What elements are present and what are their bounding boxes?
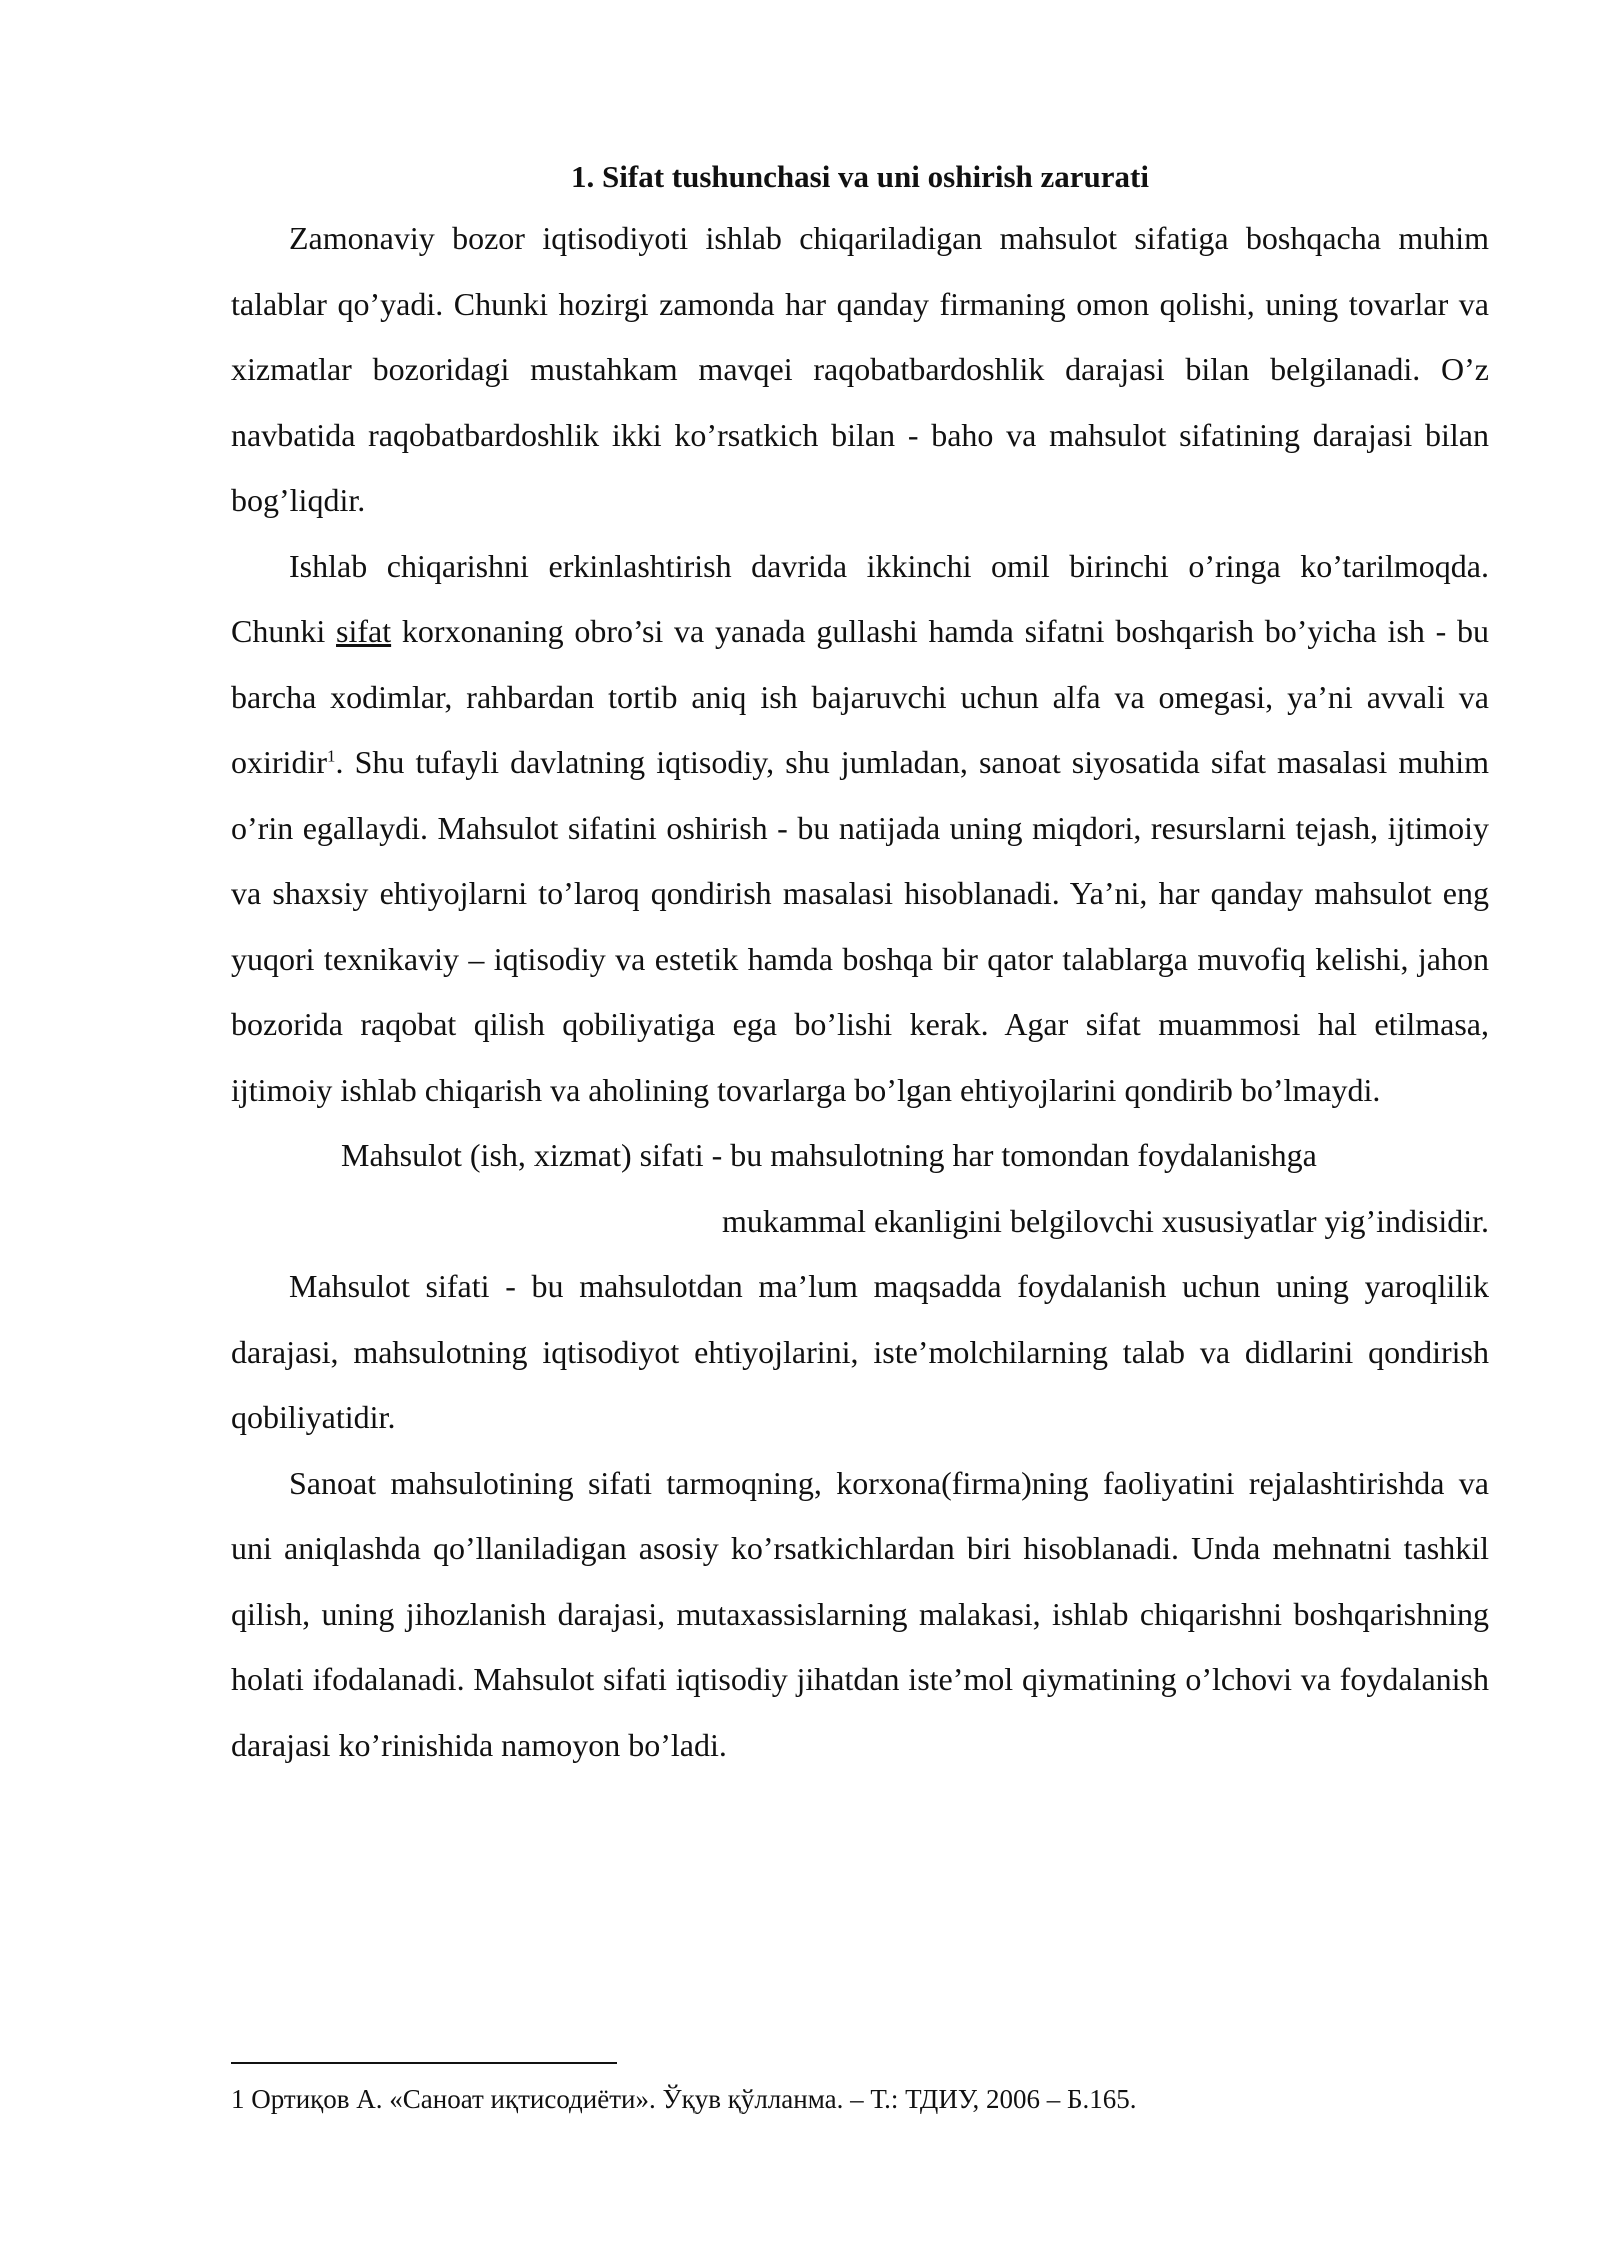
document-page [231, 150, 1489, 1778]
underlined-term: sifat [336, 613, 392, 649]
footnote-text: 1 Ортиқов А. «Саноат иқтисодиёти». Ўқув қўлланма. – Т.: ТДИУ, 2006 – Б.165. [231, 2084, 1137, 2114]
footnote-reference: 1 [326, 746, 336, 766]
section-heading: 1. Sifat tushunchasi va uni oshirish zarurati [571, 159, 1149, 194]
paragraph-3: Mahsulot sifati - bu mahsulotdan ma’lum maqsadda foydalanish uchun uning yaroqlilik darajasi, mahsulotning iqtisodiyot ehtiyojlarini, iste’molchilarning talab va didlarini qondirish qobiliyatidir. [231, 1268, 1489, 1435]
paragraph-2-text-c: . Shu tufayli davlatning iqtisodiy, shu jumladan, sanoat siyosatida sifat masalasi muhim o’rin egallaydi. Mahsulot sifatini oshirish - bu natijada uning miqdori, resurslarni tejash, ijtimoiy va shaxsiy ehtiyojlarni to’laroq qondirish masalasi hisoblanadi. Ya’ni, har qanday mahsulot eng yuqori texnikaviy – iqtisodiy va estetik hamda boshqa bir qator talablarga muvofiq kelishi, jahon bozorida raqobat qilish qobiliyatiga ega bo’lishi kerak. Agar sifat muammosi hal etilmasa, ijtimoiy ishlab chiqarish va aholining tovarlarga bo’lgan ehtiyojlarini qondirib bo’lmaydi. [231, 744, 1489, 1108]
paragraph-2-text-b: korxonaning obro’si va yanada gullashi hamda sifatni boshqarish bo’yicha ish - bu barcha xodimlar, rahbardan tortib aniq ish bajaruvchi uchun alfa va omegasi, ya’ni avvali va oxiridir [231, 613, 1490, 780]
definition-line-1: Mahsulot (ish, xizmat) sifati - bu mahsulotning har tomondan foydalanishga [341, 1137, 1317, 1173]
definition-block [231, 1123, 1489, 1254]
paragraph-2 [231, 534, 1489, 1124]
paragraph-1: Zamonaviy bozor iqtisodiyoti ishlab chiqariladigan mahsulot sifatiga boshqacha muhim talablar qo’yadi. Chunki hozirgi zamonda har qanday firmaning omon qolishi, uning tovarlar va xizmatlar bozoridagi mustahkam mavqei raqobatbardoshlik darajasi bilan belgilanadi. O’z navbatida raqobatbardoshlik ikki ko’rsatkich bilan - baho va mahsulot sifatining darajasi bilan bog’liqdir. [231, 220, 1489, 518]
definition-line-2: mukammal ekanligini belgilovchi xususiyatlar yig’indisidir. [722, 1202, 1489, 1239]
paragraph-4: Sanoat mahsulotining sifati tarmoqning, korxona(firma)ning faoliyatini rejalashtirishda va uni aniqlashda qo’llaniladigan asosiy ko’rsatkichlardan biri hisoblanadi. Unda mehnatni tashkil qilish, uning jihozlanish darajasi, mutaxassislarning malakasi, ishlab chiqarishni boshqarishning holati ifodalanadi. Mahsulot sifati iqtisodiy jihatdan iste’mol qiymatining o’lchovi va foydalanish darajasi ko’rinishida namoyon bo’ladi. [231, 1464, 1489, 1763]
footnote-separator [231, 2062, 617, 2064]
paragraph-2-text-a: Ishlab chiqarishni erkinlashtirish davrida ikkinchi omil birinchi o’ringa ko’tarilmoqda. Chunki [231, 547, 1489, 649]
